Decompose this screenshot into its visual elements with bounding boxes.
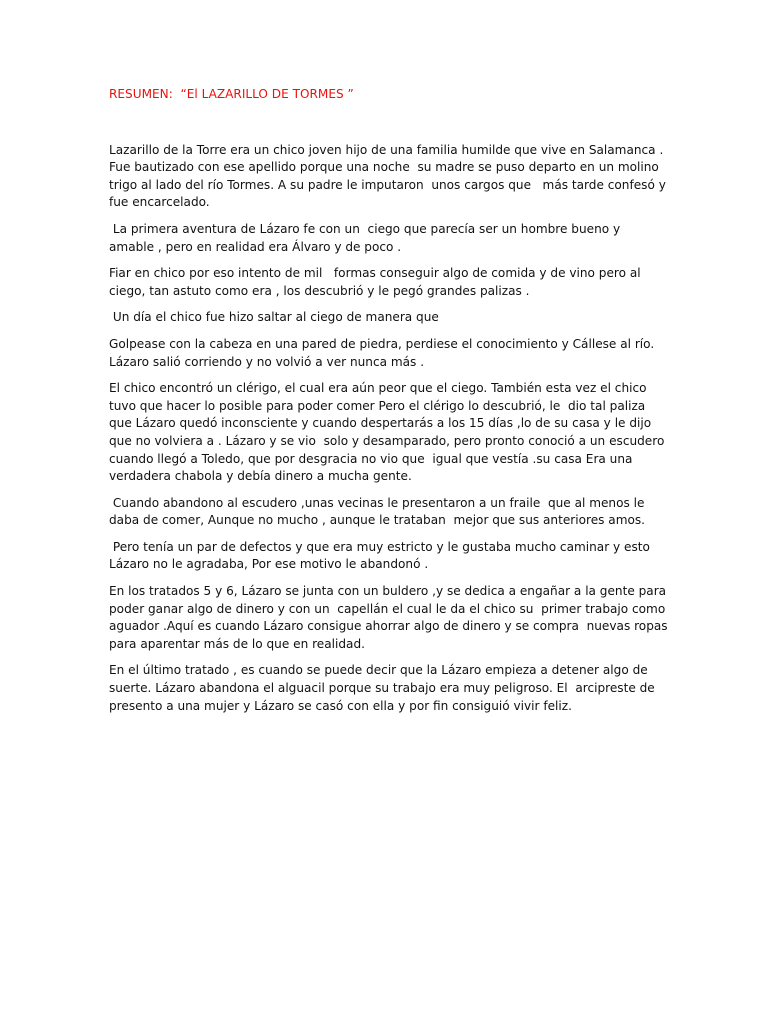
paragraph-8: Pero tenía un par de defectos y que era muy estricto y le gustaba mucho caminar y esto Lázaro no le agradaba, Por ese motivo le abandonó . [109, 539, 654, 572]
paragraph-6: El chico encontró un clérigo, el cual era aún peor que el ciego. También esta vez el chico tuvo que hacer lo posible para poder comer Pero el clérigo lo descubrió, le dio tal paliza que Lázaro quedó inconsciente y cuando despertarás a los 15 días ,lo de su casa y le dijo que no volviera a . Lázaro y se vio solo y desamparado, pero pronto conoció a un escudero cuando llegó a Toledo, que por desgracia no vio que igual que vestía .su casa Era una verdadera chabola y debía dinero a mucha gente. [109, 381, 669, 484]
paragraph-9: En los tratados 5 y 6, Lázaro se junta con un buldero ,y se dedica a engañar a la gente para poder ganar algo de dinero y con un capellán el cual le da el chico su primer trabajo como aguador .Aquí es cuando Lázaro consigue ahorrar algo de dinero y se compra nuevas ropas para aparentar más de lo que en realidad. [109, 584, 672, 651]
paragraph-10: En el último tratado , es cuando se puede decir que la Lázaro empieza a detener algo de suerte. Lázaro abandona el alguacil porque su trabajo era muy peligroso. El arcipreste de presento a una mujer y Lázaro se casó con ella y por fin consiguió vivir feliz. [109, 663, 659, 713]
paragraph-5: Golpease con la cabeza en una pared de piedra, perdiese el conocimiento y Cállese al río. Lázaro salió corriendo y no volvió a ver nunca más . [109, 336, 659, 369]
paragraph-1: Lazarillo de la Torre era un chico joven hijo de una familia humilde que vive en Salamanca . Fue bautizado con ese apellido porque una noche su madre se puso departo en un molino trigo al lado del río Tormes. A su padre le imputaron unos cargos que más tarde confesó y fue encarcelado. [109, 142, 670, 210]
document-title: RESUMEN: “El LAZARILLO DE TORMES ” [109, 87, 354, 101]
paragraph-3: Fiar en chico por eso intento de mil formas conseguir algo de comida y de vino pero al ciego, tan astuto como era , los descubrió y le pegó grandes palizas . [109, 266, 645, 298]
paragraph-7: Cuando abandono al escudero ,unas vecinas le presentaron a un fraile que al menos le daba de comer, Aunque no mucho , aunque le trataban mejor que sus anteriores amos. [109, 495, 649, 528]
paragraph-4: Un día el chico fue hizo saltar al ciego de manera que [109, 310, 439, 325]
paragraph-2: La primera aventura de Lázaro fe con un ciego que parecía ser un hombre bueno y amable , pero en realidad era Álvaro y de poco . [109, 221, 625, 254]
document-body [109, 86, 672, 724]
